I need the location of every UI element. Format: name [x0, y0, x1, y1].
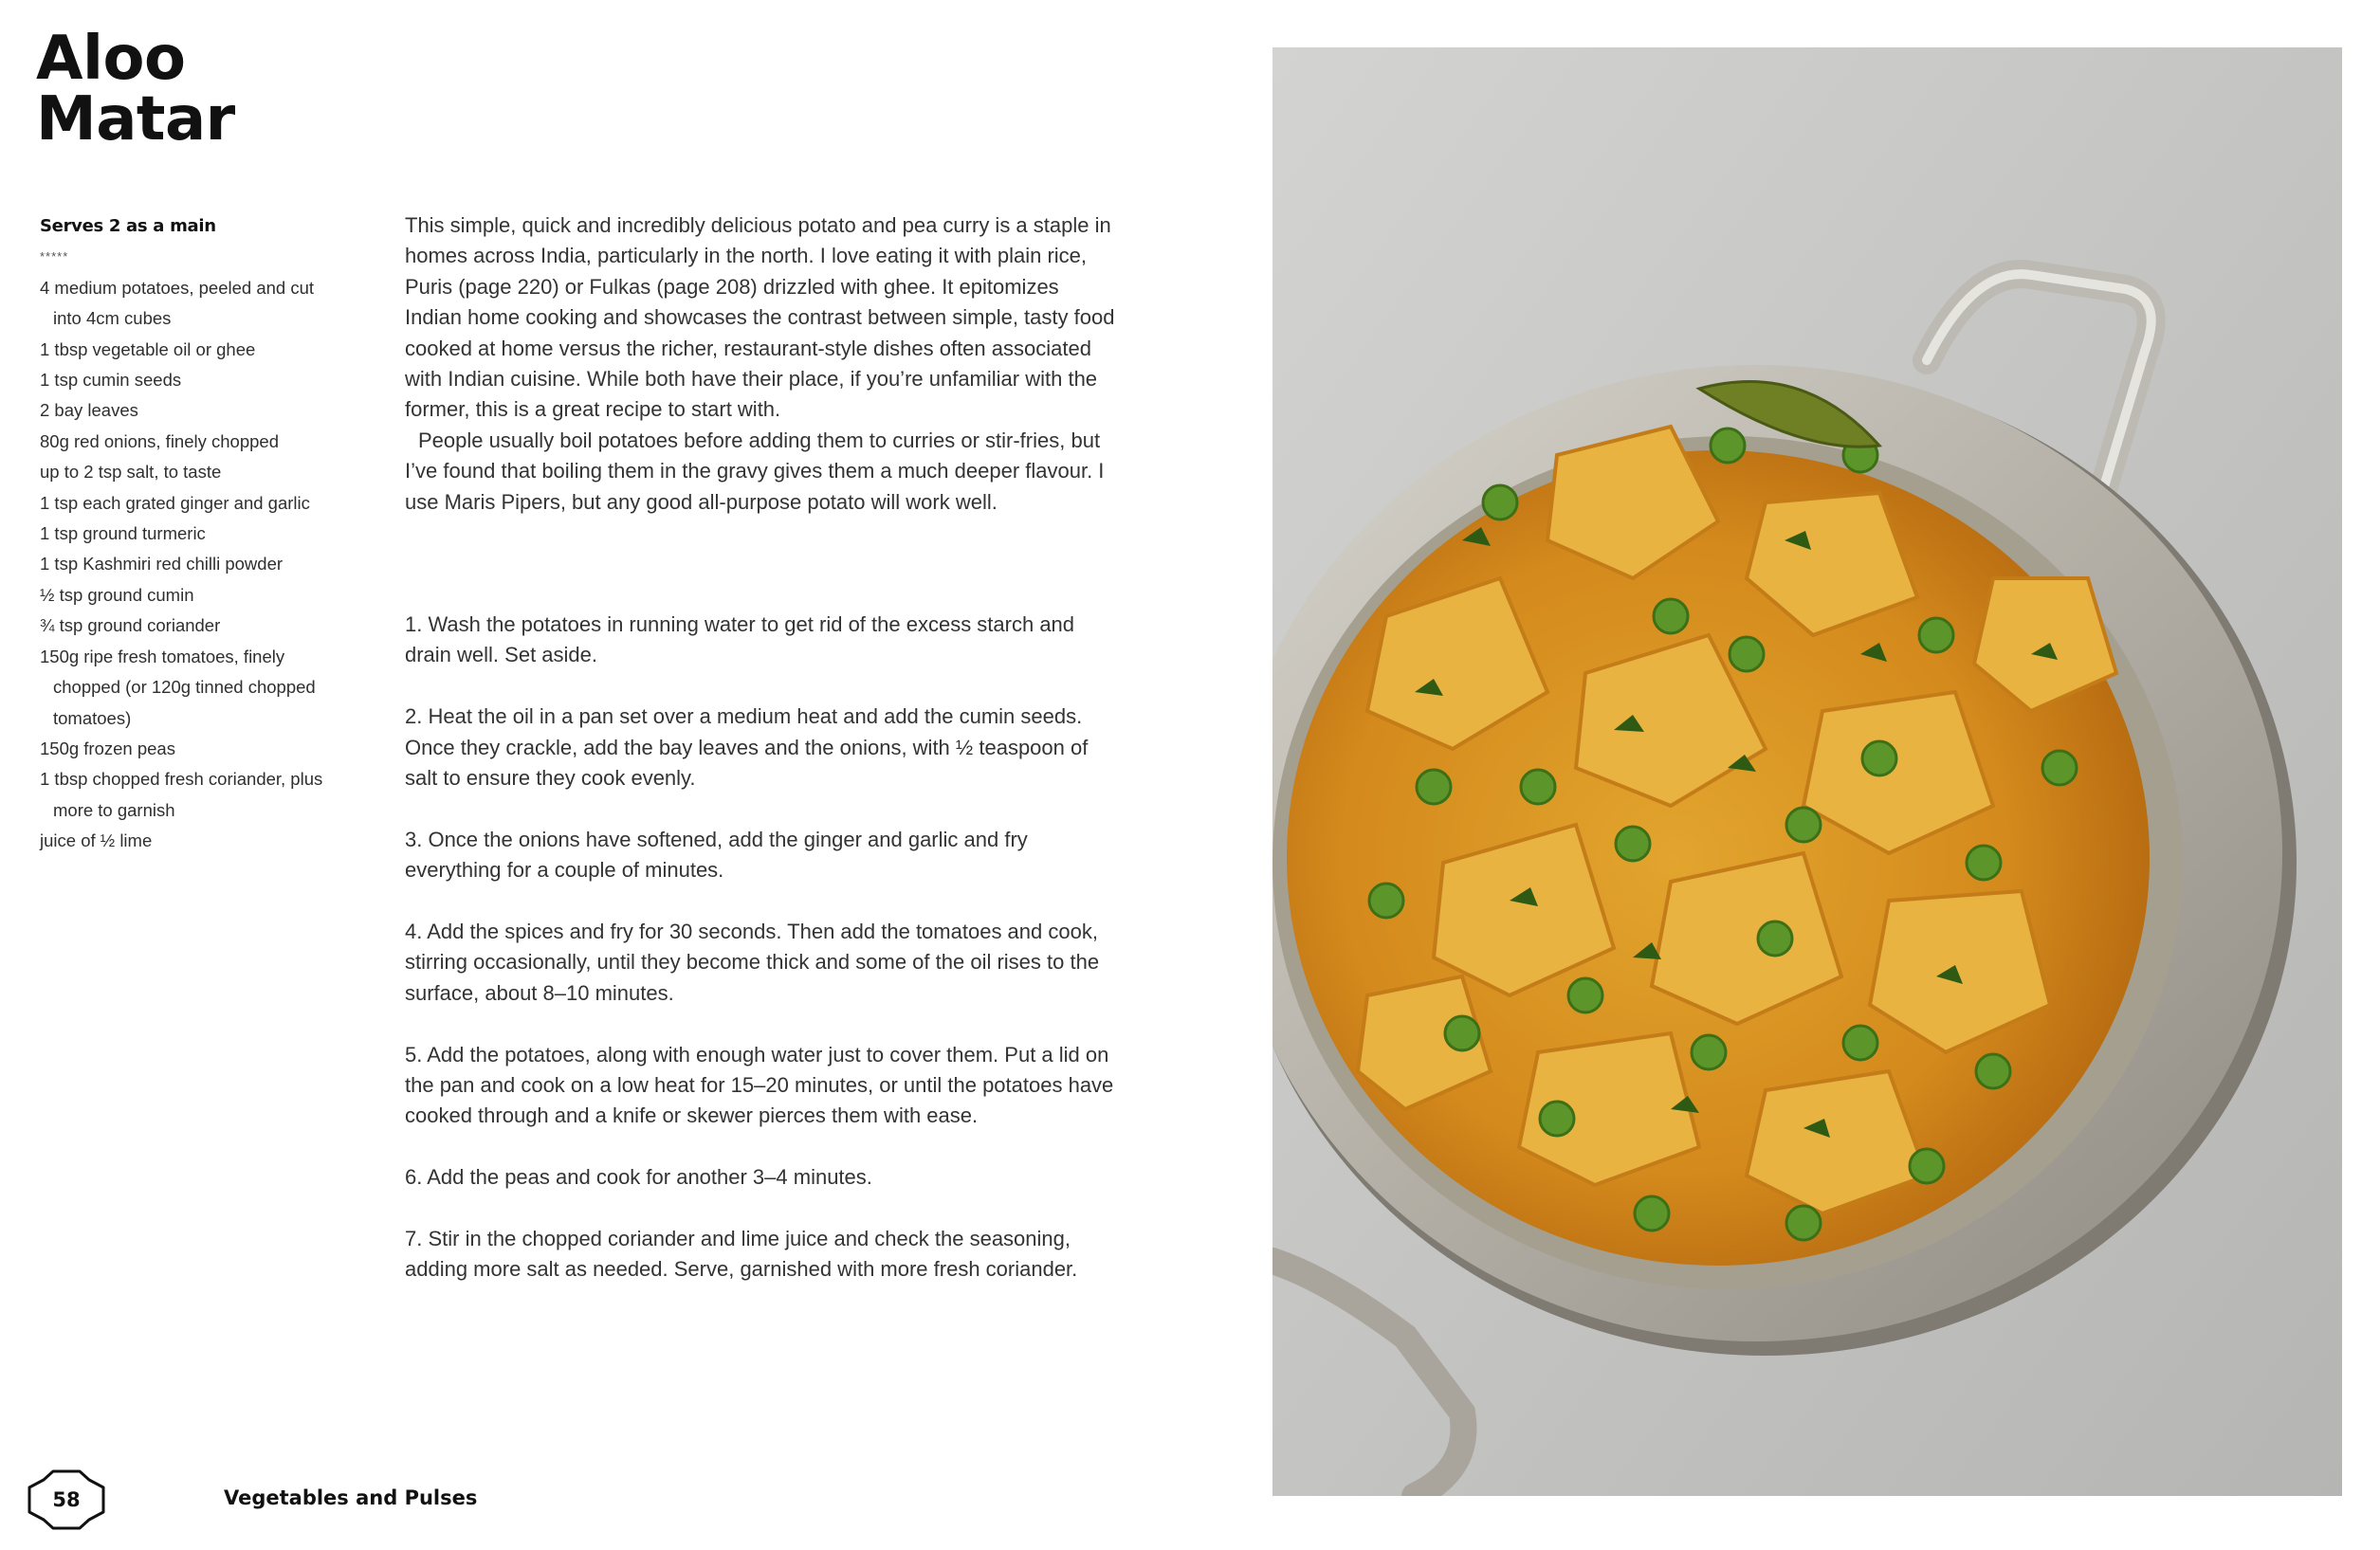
- ingredient-item: 4 medium potatoes, peeled and cut into 4cm cubes: [40, 277, 314, 329]
- method-step: 3. Once the onions have softened, add the ginger and garlic and fry everything for a couple of minutes.: [405, 827, 1028, 883]
- step-list: [405, 610, 1118, 1286]
- ingredient-item: 150g frozen peas: [40, 738, 175, 758]
- ingredient-item: 2 bay leaves: [40, 400, 138, 421]
- recipe-title: [36, 24, 235, 155]
- method-step: 2. Heat the oil in a pan set over a medium heat and add the cumin seeds. Once they crackle, add the bay leaves and the onions, with ½ teaspoon of salt to ensure they cook evenly.: [405, 704, 1089, 791]
- ingredient-item: 1 tsp ground turmeric: [40, 523, 206, 544]
- ingredient-item: up to 2 tsp salt, to taste: [40, 462, 222, 483]
- ingredient-item: 1 tsp cumin seeds: [40, 370, 182, 391]
- ingredient-item: 1 tbsp chopped fresh coriander, plus more to garnish: [40, 769, 323, 820]
- ingredient-item: 1 tbsp vegetable oil or ghee: [40, 338, 256, 359]
- method-step: 4. Add the spices and fry for 30 seconds. Then add the tomatoes and cook, stirring occasionally, until they become thick and some of the oil rises to the surface, about 8–10 minutes.: [405, 920, 1100, 1005]
- section-title: Vegetables and Pulses: [224, 1486, 478, 1509]
- ingredient-item: 1 tsp Kashmiri red chilli powder: [40, 554, 284, 574]
- divider-stars: *****: [40, 249, 69, 264]
- serves-label: Serves 2 as a main: [40, 216, 216, 236]
- intro-paragraph: This simple, quick and incredibly delicious potato and pea curry is a staple in homes across India, particularly in the north. I love eating it with plain rice, Puris (page 220) or Fulkas (page 208) drizzled with ghee. It epitomizes Indian home cooking and showcases the contrast between simple, tasty food cooked at home versus the richer, restaurant-style dishes often associated with Indian cuisine. While both have their place, if you’re unfamiliar with the former, this is a great recipe to start with.: [405, 213, 1115, 422]
- ingredient-item: juice of ½ lime: [40, 830, 153, 851]
- method-step: 6. Add the peas and cook for another 3–4 minutes.: [405, 1165, 872, 1190]
- recipe-title-line-2: Matar: [36, 84, 235, 155]
- ingredient-item: 80g red onions, finely chopped: [40, 430, 279, 451]
- ingredients-column: [40, 211, 324, 857]
- page-number: 58: [52, 1488, 81, 1511]
- intro-paragraph: People usually boil potatoes before adding them to curries or stir-fries, but I’ve found that boiling them in the gravy gives them a much deeper flavour. I use Maris Pipers, but any good all-purpose potato will work well.: [405, 428, 1105, 514]
- ingredient-item: 1 tsp each grated ginger and garlic: [40, 492, 310, 513]
- ingredient-item: ¾ tsp ground coriander: [40, 615, 221, 636]
- recipe-title-line-1: Aloo: [36, 24, 186, 94]
- dish-photo: [1272, 47, 2342, 1496]
- ingredient-list: [40, 273, 324, 857]
- page-number-badge: [27, 1468, 106, 1531]
- method-step: 1. Wash the potatoes in running water to get rid of the excess starch and drain well. Set aside.: [405, 612, 1075, 667]
- ingredient-item: 150g ripe fresh tomatoes, finely chopped (or 120g tinned chopped tomatoes): [40, 646, 316, 728]
- method-step: 5. Add the potatoes, along with enough water just to cover them. Put a lid on the pan and cook on a low heat for 15–20 minutes, or until the potatoes have cooked through and a knife or skewer pierces them with ease.: [405, 1042, 1114, 1128]
- recipe-intro: [405, 210, 1118, 518]
- ingredient-item: ½ tsp ground cumin: [40, 584, 194, 605]
- method-steps: [405, 610, 1118, 1316]
- aloo-matar-pan-illustration: [1272, 47, 2342, 1496]
- method-step: 7. Stir in the chopped coriander and lime juice and check the seasoning, adding more salt as needed. Serve, garnished with more fresh coriander.: [405, 1227, 1078, 1282]
